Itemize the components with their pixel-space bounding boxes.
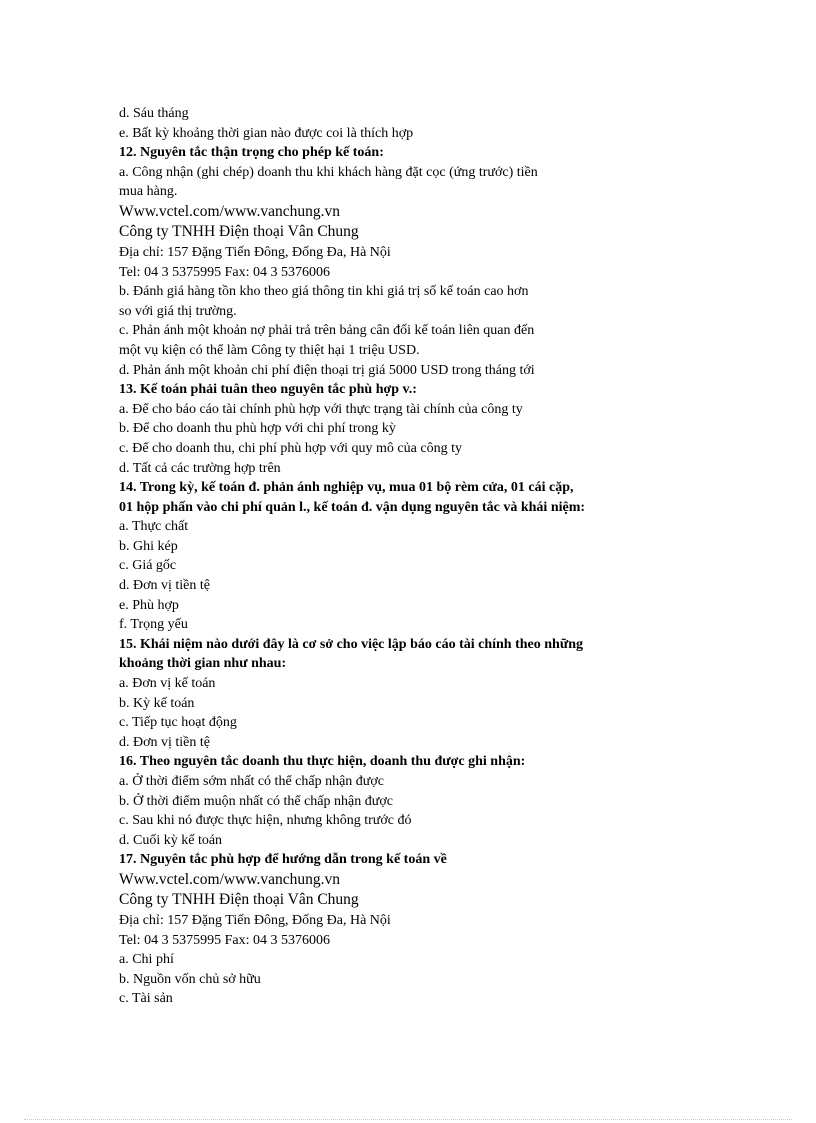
answer-option: b. Ở thời điểm muộn nhất có thể chấp nhận được bbox=[119, 793, 393, 809]
answer-option: c. Tài sản bbox=[119, 991, 173, 1007]
answer-option: b. Kỳ kế toán bbox=[119, 695, 195, 711]
question-heading: 16. Theo nguyên tắc doanh thu thực hiện, doanh thu được ghi nhận: bbox=[119, 754, 526, 770]
question-heading: 12. Nguyên tắc thận trọng cho phép kế toán: bbox=[119, 145, 384, 161]
answer-option: b. Nguồn vốn chủ sở hữu bbox=[119, 971, 261, 987]
answer-option: d. Cuối kỳ kế toán bbox=[119, 832, 223, 848]
answer-option: a. Công nhận (ghi chép) doanh thu khi khách hàng đặt cọc (ứng trước) tiền bbox=[119, 164, 538, 180]
answer-option: e. Bất kỳ khoảng thời gian nào được coi là thích hợp bbox=[119, 125, 414, 141]
answer-option: d. Sáu tháng bbox=[119, 106, 189, 121]
answer-option: b. Để cho doanh thu phù hợp với chi phí trong kỳ bbox=[119, 421, 396, 437]
text-line: Tel: 04 3 5375995 Fax: 04 3 5376006 bbox=[119, 264, 330, 280]
document-body bbox=[119, 104, 679, 1009]
answer-option: e. Phù hợp bbox=[119, 597, 179, 613]
page-bottom-edge bbox=[24, 1119, 792, 1120]
text-line: Tel: 04 3 5375995 Fax: 04 3 5376006 bbox=[119, 932, 330, 948]
answer-option: b. Ghi kép bbox=[119, 538, 178, 554]
answer-option: c. Phản ánh một khoản nợ phải trả trên bảng cân đối kế toán liên quan đến bbox=[119, 323, 535, 339]
answer-option: d. Đơn vị tiền tệ bbox=[119, 734, 210, 750]
answer-option: a. Để cho báo cáo tài chính phù hợp với thực trạng tài chính của công ty bbox=[119, 401, 523, 417]
answer-option: a. Đơn vị kế toán bbox=[119, 676, 216, 692]
answer-option: d. Đơn vị tiền tệ bbox=[119, 578, 210, 594]
answer-option: a. Chi phí bbox=[119, 952, 174, 968]
answer-option: c. Để cho doanh thu, chi phí phù hợp với quy mô của công ty bbox=[119, 440, 462, 456]
question-heading: 17. Nguyên tắc phù hợp để hướng dẫn trong kế toán về bbox=[119, 852, 447, 868]
company-header-line: Www.vctel.com/www.vanchung.vn bbox=[119, 202, 340, 220]
answer-option: d. Tất cả các trường hợp trên bbox=[119, 460, 281, 476]
question-heading: khoảng thời gian như nhau: bbox=[119, 656, 287, 672]
text-line: mua hàng. bbox=[119, 184, 178, 200]
text-line: so với giá thị trường. bbox=[119, 303, 237, 319]
text-line: Địa chỉ: 157 Đặng Tiến Đông, Đống Đa, Hà Nội bbox=[119, 244, 391, 260]
answer-option: f. Trọng yếu bbox=[119, 617, 188, 633]
text-line: một vụ kiện có thể làm Công ty thiệt hại 1 triệu USD. bbox=[119, 342, 420, 358]
question-heading: 14. Trong kỳ, kế toán đ. phản ánh nghiệp vụ, mua 01 bộ rèm cửa, 01 cái cặp, bbox=[119, 480, 574, 496]
question-heading: 01 hộp phấn vào chi phí quản l., kế toán đ. vận dụng nguyên tắc và khái niệm: bbox=[119, 499, 586, 515]
company-header-line: Công ty TNHH Điện thoại Vân Chung bbox=[119, 223, 359, 241]
answer-option: c. Tiếp tục hoạt động bbox=[119, 715, 237, 731]
question-heading: 15. Khái niệm nào dưới đây là cơ sở cho việc lập báo cáo tài chính theo những bbox=[119, 636, 584, 652]
answer-option: d. Phản ánh một khoản chi phí điện thoại trị giá 5000 USD trong tháng tới bbox=[119, 362, 535, 378]
text-line: Địa chỉ: 157 Đặng Tiến Đông, Đống Đa, Hà Nội bbox=[119, 912, 391, 928]
company-header-line: Www.vctel.com/www.vanchung.vn bbox=[119, 870, 340, 888]
answer-option: b. Đánh giá hàng tồn kho theo giá thông tin khi giá trị số kế toán cao hơn bbox=[119, 284, 529, 300]
answer-option: c. Sau khi nó được thực hiện, nhưng không trước đó bbox=[119, 813, 412, 829]
question-heading: 13. Kế toán phải tuân theo nguyên tắc phù hợp v.: bbox=[119, 382, 417, 398]
company-header-line: Công ty TNHH Điện thoại Vân Chung bbox=[119, 891, 359, 909]
answer-option: a. Ở thời điểm sớm nhất có thể chấp nhận được bbox=[119, 774, 385, 789]
answer-option: a. Thực chất bbox=[119, 519, 189, 535]
answer-option: c. Giá gốc bbox=[119, 558, 177, 574]
